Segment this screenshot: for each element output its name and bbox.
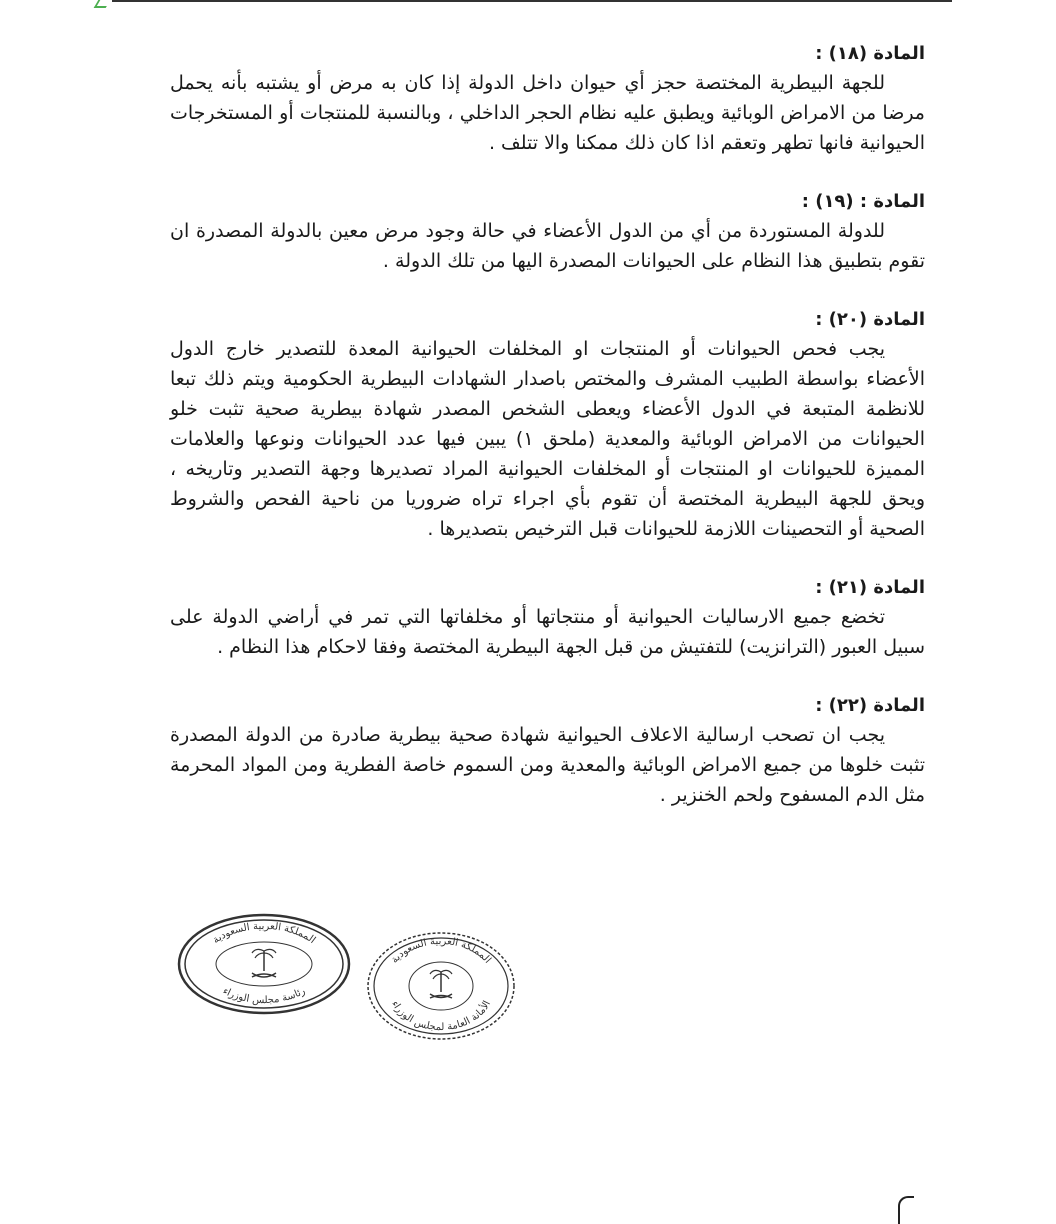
article-22-heading: المادة (٢٢) : [815,695,925,716]
official-seal-right [365,930,517,1042]
page-corner-mark [898,1196,914,1224]
article-18-text: للجهة البيطرية المختصة حجز أي حيوان داخل الدولة إذا كان به مرض أو يشتبه بأنه يحمل مرضا من الامراض الوبائية ويطبق عليه نظام الحجر الداخلي ، وبالنسبة للمنتجات أو المستخرجات الحيوانية فانها تطهر وتعقم اذا كان ذلك ممكنا والا تتلف . [170,72,925,154]
document-body [170,30,925,832]
article-20-text: يجب فحص الحيوانات أو المنتجات او المخلفات الحيوانية المعدة للتصدير خارج الدول الأعضاء بواسطة الطبيب المشرف والمختص باصدار الشهادات البيطرية الحكومية ويتم ذلك تبعا للانظمة المتبعة في الدول الأعضاء ويعطى الشخص المصدر شهادة بيطرية صحية تثبت خلو الحيوانات من الامراض الوبائية والمعدية (ملحق ١) يبين فيها عدد الحيوانات ونوعها والعلامات المميزة للحيوانات او المنتجات أو المخلفات الحيوانية المراد تصديرها وجهة التصدير وتاريخه ، ويحق للجهة البيطرية المختصة أن تقوم بأي اجراء تراه ضروريا من ناحية الفحص والشروط الصحية أو التحصينات اللازمة للحيوانات قبل الترخيص بتصديرها . [170,338,926,540]
svg-text:رئاسة مجلس الوزراء [221,986,308,1007]
article-18 [170,40,925,158]
svg-text:الأمانة العامة لمجلس الوزراء [389,999,493,1033]
article-19-heading: المادة : (١٩) : [801,191,925,212]
seal-left-top-text: المملكة العربية السعودية [210,920,318,947]
article-21 [170,574,925,662]
article-19 [170,188,925,276]
palm-swords-emblem-icon [430,970,452,998]
scan-corner-mark [94,0,111,8]
seal-left-bottom-text: رئاسة مجلس الوزراء [220,985,308,1007]
palm-swords-emblem-icon [252,949,276,977]
article-20 [170,306,925,544]
article-18-heading: المادة (١٨) : [815,43,925,64]
article-22-text: يجب ان تصحب ارسالية الاعلاف الحيوانية شهادة صحية بيطرية صادرة من الدولة المصدرة تثبت خلوها من جميع الامراض الوبائية والمعدية ومن السموم خاصة الفطرية ومن المواد المحرمة مثل الدم المسفوح ولحم الخنزير . [170,724,925,806]
seal-right-bottom-text: الأمانة العامة لمجلس الوزراء [389,999,493,1034]
article-22 [170,692,925,810]
article-20-heading: المادة (٢٠) : [815,309,925,330]
article-21-heading: المادة (٢١) : [815,577,925,598]
top-rule-line [112,0,952,2]
official-seal-left [176,913,352,1016]
article-19-text: للدولة المستوردة من أي من الدول الأعضاء في حالة وجود مرض معين بالدولة المصدرة ان تقوم بتطبيق هذا النظام على الحيوانات المصدرة اليها من تلك الدولة . [170,220,925,272]
article-21-text: تخضع جميع الارساليات الحيوانية أو منتجاتها أو مخلفاتها التي تمر في أراضي الدولة على سبيل العبور (الترانزيت) للتفتيش من قبل الجهة البيطرية المختصة وفقا لاحكام هذا النظام . [170,606,925,658]
seal-right-top-text: المملكة العربية السعودية [389,935,493,966]
